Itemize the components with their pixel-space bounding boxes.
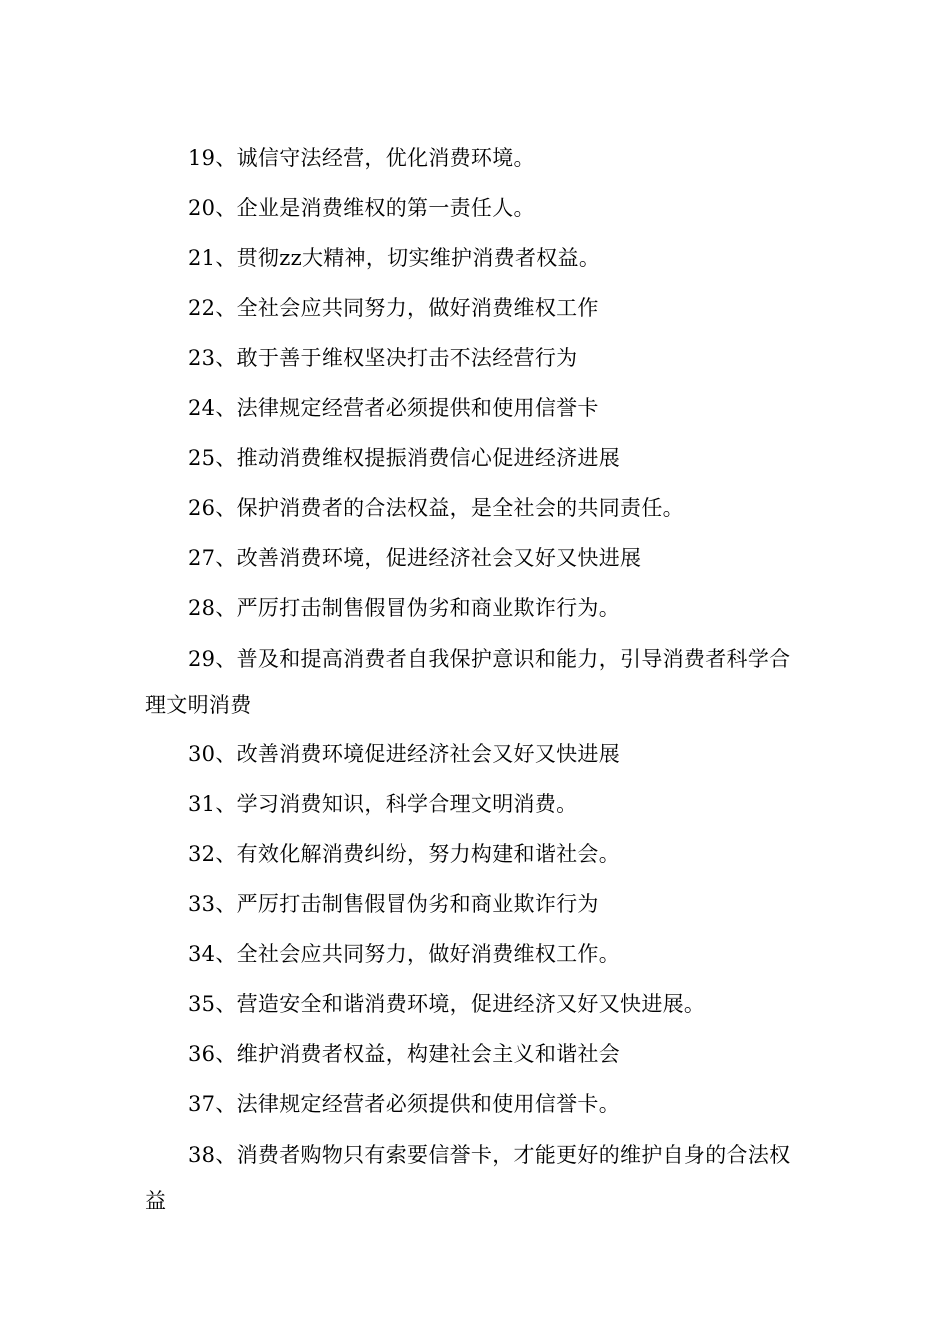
list-item: 37、法律规定经营者必须提供和使用信誉卡。 xyxy=(188,1092,621,1116)
document-body xyxy=(145,133,810,1225)
list-item: 24、法律规定经营者必须提供和使用信誉卡 xyxy=(188,396,599,420)
list-item: 28、严厉打击制售假冒伪劣和商业欺诈行为。 xyxy=(188,596,621,620)
list-item: 29、普及和提高消费者自我保护意识和能力，引导消费者科学合理文明消费 xyxy=(145,647,791,717)
list-item: 32、有效化解消费纠纷，努力构建和谐社会。 xyxy=(188,842,621,866)
list-item: 22、全社会应共同努力，做好消费维权工作 xyxy=(188,296,599,320)
list-item: 27、改善消费环境，促进经济社会又好又快进展 xyxy=(188,546,642,570)
list-item: 25、推动消费维权提振消费信心促进经济进展 xyxy=(188,446,621,470)
list-item: 20、企业是消费维权的第一责任人。 xyxy=(188,196,535,220)
list-item: 34、全社会应共同努力，做好消费维权工作。 xyxy=(188,942,621,966)
list-item: 38、消费者购物只有索要信誉卡，才能更好的维护自身的合法权益 xyxy=(145,1143,791,1213)
list-item: 23、敢于善于维权坚决打击不法经营行为 xyxy=(188,346,578,370)
list-item: 21、贯彻zz大精神，切实维护消费者权益。 xyxy=(188,246,601,270)
list-item: 33、严厉打击制售假冒伪劣和商业欺诈行为 xyxy=(188,892,599,916)
list-item: 31、学习消费知识，科学合理文明消费。 xyxy=(188,792,578,816)
list-item: 30、改善消费环境促进经济社会又好又快进展 xyxy=(188,742,621,766)
list-item: 19、诚信守法经营，优化消费环境。 xyxy=(188,146,535,170)
list-item: 26、保护消费者的合法权益，是全社会的共同责任。 xyxy=(188,496,684,520)
list-item: 36、维护消费者权益，构建社会主义和谐社会 xyxy=(188,1042,621,1066)
list-item: 35、营造安全和谐消费环境，促进经济又好又快进展。 xyxy=(188,992,706,1016)
